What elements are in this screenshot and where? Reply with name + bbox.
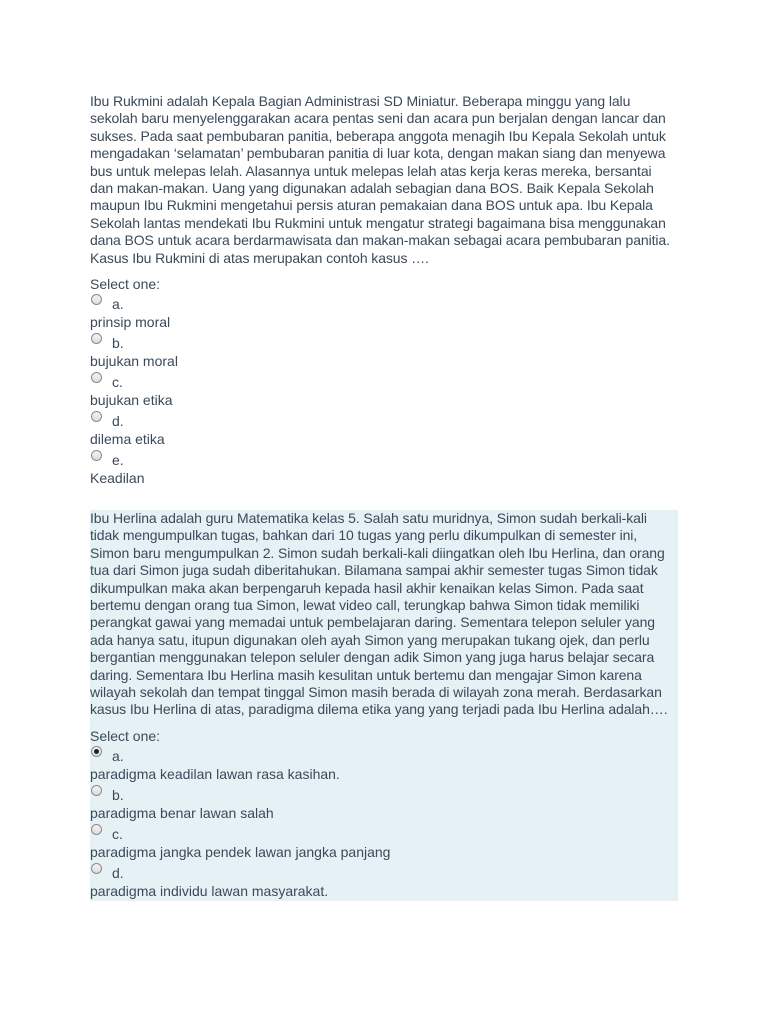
answer-option-d[interactable] <box>90 410 678 449</box>
option-letter: a. <box>112 747 124 764</box>
question-2-text <box>90 510 678 719</box>
answer-option-e[interactable] <box>90 449 678 488</box>
option-letter: a. <box>112 296 124 313</box>
radio-button[interactable] <box>91 372 102 383</box>
option-label: Keadilan <box>90 470 145 487</box>
radio-button[interactable] <box>91 411 102 422</box>
option-label: paradigma benar lawan salah <box>90 804 274 821</box>
option-letter: b. <box>112 335 124 352</box>
option-label: paradigma jangka pendek lawan jangka panjang <box>90 843 391 860</box>
answer-option-d[interactable] <box>90 862 678 901</box>
option-label: prinsip moral <box>90 314 171 331</box>
option-letter: c. <box>112 825 123 842</box>
question-1 <box>90 93 678 488</box>
answer-option-c[interactable] <box>90 823 678 862</box>
radio-button[interactable] <box>91 450 102 461</box>
option-letter: b. <box>112 786 124 803</box>
option-letter: e. <box>112 452 124 469</box>
answer-option-a[interactable] <box>90 293 678 332</box>
select-one-label: Select one: <box>90 727 161 744</box>
answer-option-b[interactable] <box>90 332 678 371</box>
question-text-paragraph: Ibu Rukmini adalah Kepala Bagian Administrasi SD Miniatur. Beberapa minggu yang lalu sekolah baru menyelenggarakan acara pentas seni dan acara pun berjalan dengan lancar dan sukses. Pada saat pembubaran panitia, beberapa anggota menagih Ibu Kepala Sekolah untuk mengadakan ‘selamatan’ pembubaran panitia di luar kota, dengan makan siang dan menyewa bus untuk melepas lelah. Alasannya untuk melepas lelah atas kerja keras mereka, bersantai dan makan-makan. Uang yang digunakan adalah sebagian dana BOS. Baik Kepala Sekolah maupun Ibu Rukmini mengetahui persis aturan pemakaian dana BOS untuk apa. Ibu Kepala Sekolah lantas mendekati Ibu Rukmini untuk mengatur strategi bagaimana bisa menggunakan dana BOS untuk acara berdarmawisata dan makan-makan sebagai acara pembubaran panitia. Kasus Ibu Rukmini di atas merupakan contoh kasus …. <box>90 93 670 266</box>
select-one-label: Select one: <box>90 276 161 293</box>
question-1-text <box>90 93 678 267</box>
answer-option-c[interactable] <box>90 371 678 410</box>
answer-option-a[interactable] <box>90 745 678 784</box>
option-letter: d. <box>112 864 124 881</box>
question-2 <box>90 510 678 901</box>
radio-button[interactable] <box>91 294 102 305</box>
option-label: bujukan moral <box>90 353 178 370</box>
option-label: paradigma keadilan lawan rasa kasihan. <box>90 765 340 782</box>
option-letter: d. <box>112 413 124 430</box>
radio-button-selected[interactable] <box>91 746 102 757</box>
question-text-paragraph: Ibu Herlina adalah guru Matematika kelas 5. Salah satu muridnya, Simon sudah berkali-kali tidak mengumpulkan tugas, bahkan dari 10 tugas yang perlu dikumpulkan di semester ini, Simon baru mengumpulkan 2. Simon sudah berkali-kali diingatkan oleh Ibu Herlina, dan orang tua dari Simon juga sudah diberitahukan. Bilamana sampai akhir semester tugas Simon tidak dikumpulkan maka akan berpengaruh kepada hasil akhir kenaikan kelas Simon. Pada saat bertemu dengan orang tua Simon, lewat video call, terungkap bahwa Simon tidak memiliki perangkat gawai yang memadai untuk pembelajaran daring. Sementara telepon seluler yang ada hanya satu, itupun digunakan oleh ayah Simon yang merupakan tukang ojek, dan perlu bergantian menggunakan telepon seluler dengan adik Simon yang juga harus belajar secara daring. Sementara Ibu Herlina masih kesulitan untuk bertemu dan mengajar Simon karena wilayah sekolah dan tempat tinggal Simon masih berada di wilayah zona merah. Berdasarkan kasus Ibu Herlina di atas, paradigma dilema etika yang yang terjadi pada Ibu Herlina adalah…. <box>90 510 668 718</box>
radio-button[interactable] <box>91 785 102 796</box>
option-label: paradigma individu lawan masyarakat. <box>90 882 329 899</box>
radio-button[interactable] <box>91 824 102 835</box>
option-letter: c. <box>112 374 123 391</box>
option-label: dilema etika <box>90 431 165 448</box>
radio-button[interactable] <box>91 863 102 874</box>
radio-button[interactable] <box>91 333 102 344</box>
answer-option-b[interactable] <box>90 784 678 823</box>
option-label: bujukan etika <box>90 392 173 409</box>
